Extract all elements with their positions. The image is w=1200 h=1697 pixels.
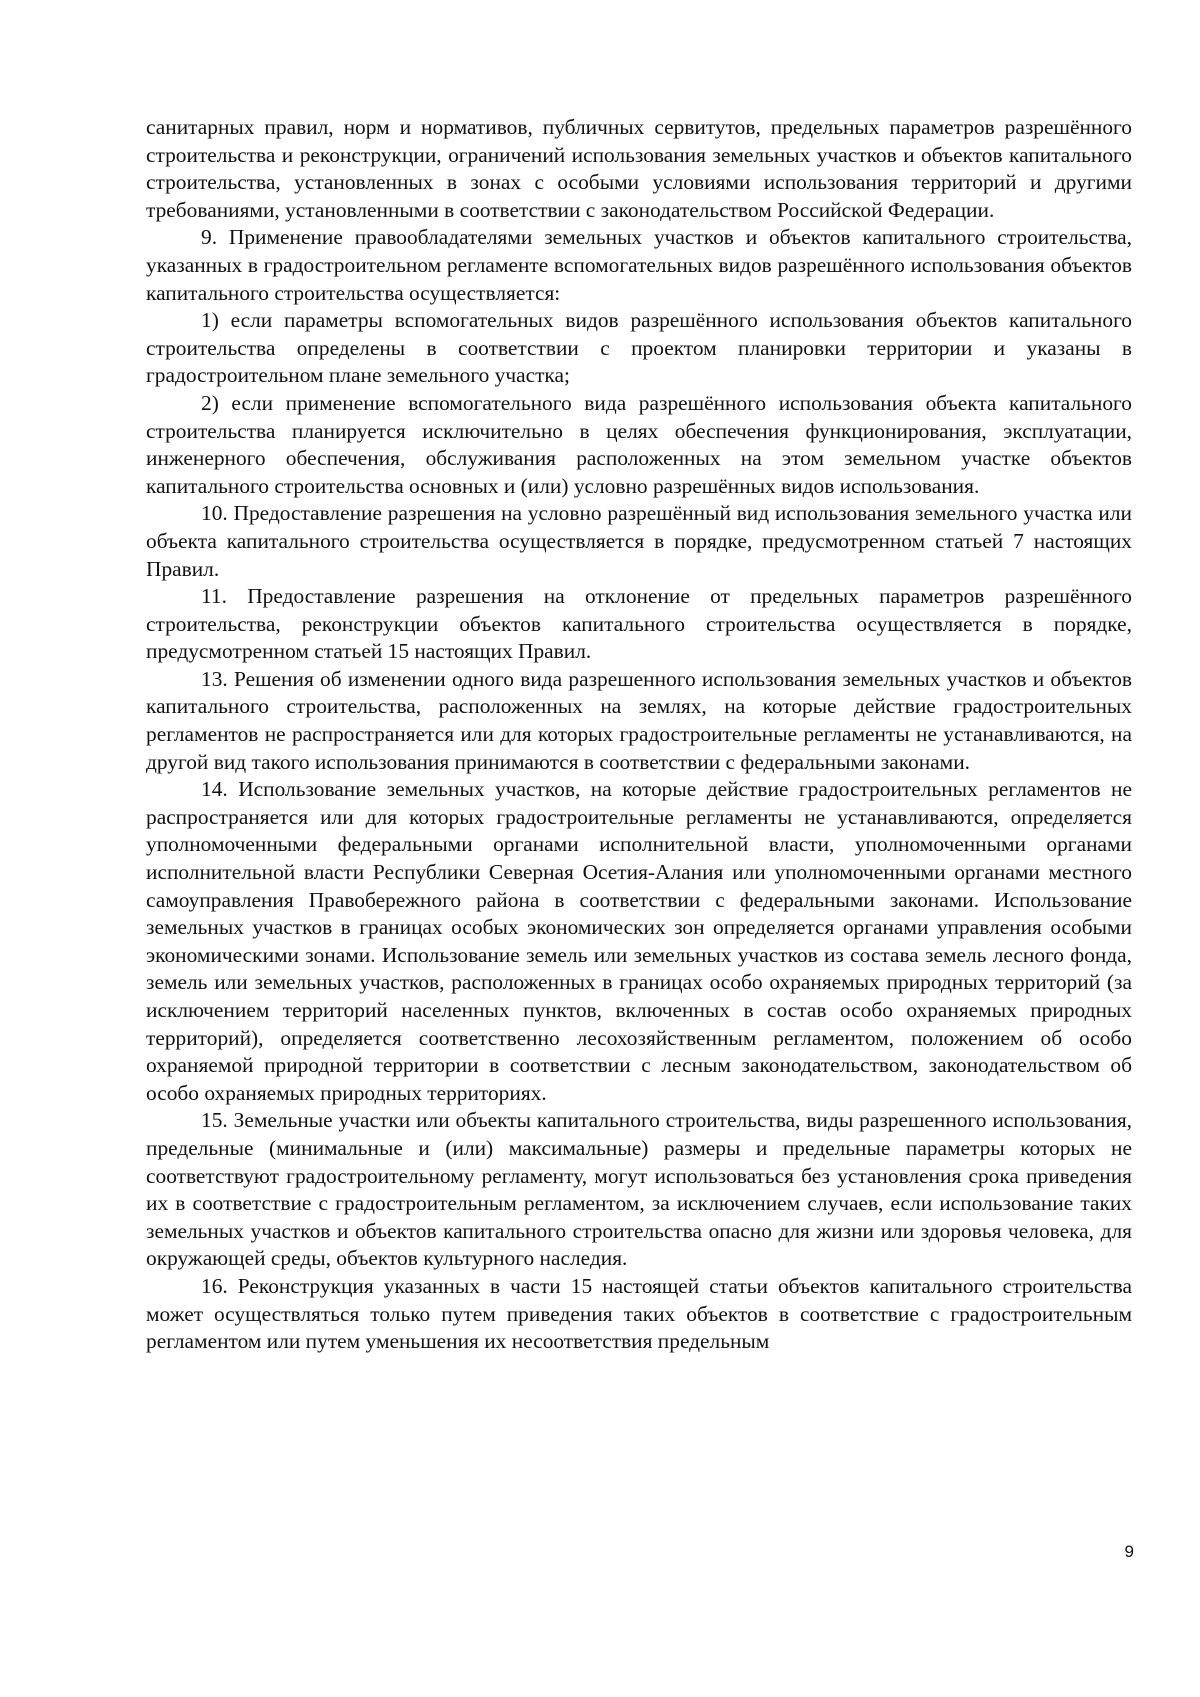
paragraph-item-9-1: 1) если параметры вспомогательных видов разрешённого использования объектов капитального строительства определены в соответствии с проектом планировки территории и указаны в градостроительном плане земельного участка; [146,308,1132,388]
paragraph-item-10: 10. Предоставление разрешения на условно разрешённый вид использования земельного участка или объекта капитального строительства осуществляется в порядке, предусмотренном статьей 7 настоящих Правил. [146,501,1132,581]
paragraph-item-11: 11. Предоставление разрешения на отклонение от предельных параметров разрешённого строительства, реконструкции объектов капитального строительства осуществляется в порядке, предусмотренном статьей 15 настоящих Правил. [146,584,1132,664]
paragraph-item-9: 9. Применение правообладателями земельных участков и объектов капитального строительства, указанных в градостроительном регламенте вспомогательных видов разрешённого использования объектов капитального строительства осуществляется: [146,225,1132,305]
paragraph-continuation: санитарных правил, норм и нормативов, публичных сервитутов, предельных параметров разрешённого строительства и реконструкции, ограничений использования земельных участков и объектов капитального строительства, установленных в зонах с особыми условиями использования территорий и другими требованиями, установленными в соответствии с законодательством Российской Федерации. [146,115,1132,222]
paragraph-item-16: 16. Реконструкция указанных в части 15 настоящей статьи объектов капитального строительства может осуществляться только путем приведения таких объектов в соответствие с градостроительным регламентом или путем уменьшения их несоответствия предельным [146,1273,1132,1354]
paragraph-item-9-2: 2) если применение вспомогательного вида разрешённого использования объекта капитального строительства планируется исключительно в целях обеспечения функционирования, эксплуатации, инженерного обеспечения, обслуживания расположенных на этом земельном участке объектов капитального строительства основных и (или) условно разрешённых видов использования. [146,390,1132,498]
document-body [146,114,1132,1356]
paragraph-item-14: 14. Использование земельных участков, на которые действие градостроительных регламентов не распространяется или для которых градостроительные регламенты не устанавливаются, определяется уполномоченными федеральными органами исполнительной власти, уполномоченными органами исполнительной власти Республики Северная Осетия-Алания или уполномоченными органами местного самоуправления Правобережного района в соответствии с федеральными законами. Использование земельных участков в границах особых экономических зон определяется органами управления особыми экономическими зонами. Использование земель или земельных участков из состава земель лесного фонда, земель или земельных участков, расположенных в границах особо охраняемых природных территорий (за исключением территорий населенных пунктов, включенных в состав особо охраняемых природных территорий), определяется соответственно лесохозяйственным регламентом, положением об особо охраняемой природной территории в соответствии с лесным законодательством, законодательством об особо охраняемых природных территориях. [146,777,1132,1105]
paragraph-item-13: 13. Решения об изменении одного вида разрешенного использования земельных участков и объектов капитального строительства, расположенных на землях, на которые действие градостроительных регламентов не распространяется или для которых градостроительные регламенты не устанавливаются, на другой вид такого использования принимаются в соответствии с федеральными законами. [146,666,1132,774]
paragraph-item-15: 15. Земельные участки или объекты капитального строительства, виды разрешенного использования, предельные (минимальные и (или) максимальные) размеры и предельные параметры которых не соответствуют градостроительному регламенту, могут использоваться без установления срока приведения их в соответствие с градостроительным регламентом, за исключением случаев, если использование таких земельных участков и объектов капитального строительства опасно для жизни или здоровья человека, для окружающей среды, объектов культурного наследия. [146,1108,1132,1271]
page-number: 9 [1124,1542,1134,1561]
